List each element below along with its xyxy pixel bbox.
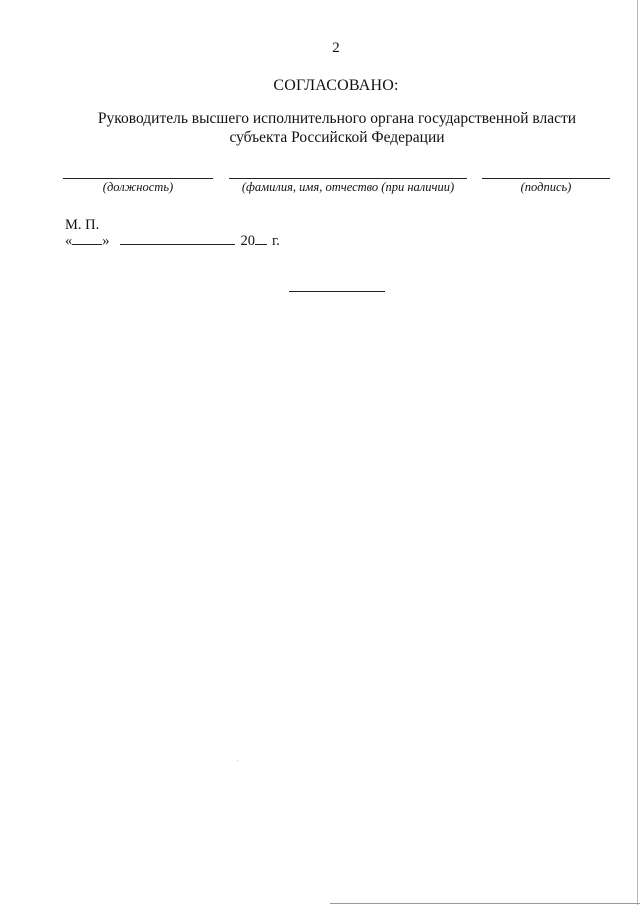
position-field xyxy=(63,175,213,205)
page-edge-bottom xyxy=(330,903,640,904)
full-name-blank-line xyxy=(229,178,467,179)
year-suffix: г. xyxy=(272,233,280,249)
stamp-label: М. П. xyxy=(65,217,100,233)
signature-blank-line xyxy=(482,178,610,179)
authority-title-line-1: Руководитель высшего исполнительного органа государственной власти xyxy=(97,110,577,127)
date-open-quote: « xyxy=(65,233,73,249)
day-blank xyxy=(72,234,102,245)
page-number: 2 xyxy=(332,40,340,56)
signature-field xyxy=(482,175,610,205)
date-line xyxy=(65,233,280,250)
year-blank xyxy=(255,234,267,245)
full-name-field xyxy=(229,175,467,205)
date-close-quote: » xyxy=(102,233,110,249)
authority-title-line-2: субъекта Российской Федерации xyxy=(229,129,445,146)
full-name-caption: (фамилия, имя, отчество (при наличии) xyxy=(241,180,455,194)
position-caption: (должность) xyxy=(102,180,174,194)
scan-speck xyxy=(237,760,238,761)
authority-title xyxy=(60,109,614,147)
position-blank-line xyxy=(63,178,213,179)
end-of-document-rule xyxy=(289,291,385,292)
signature-caption: (подпись) xyxy=(520,180,572,194)
month-blank xyxy=(120,234,235,245)
page-edge-right xyxy=(637,0,638,905)
approval-heading: СОГЛАСОВАНО: xyxy=(273,77,399,94)
year-prefix: 20 xyxy=(240,233,255,249)
